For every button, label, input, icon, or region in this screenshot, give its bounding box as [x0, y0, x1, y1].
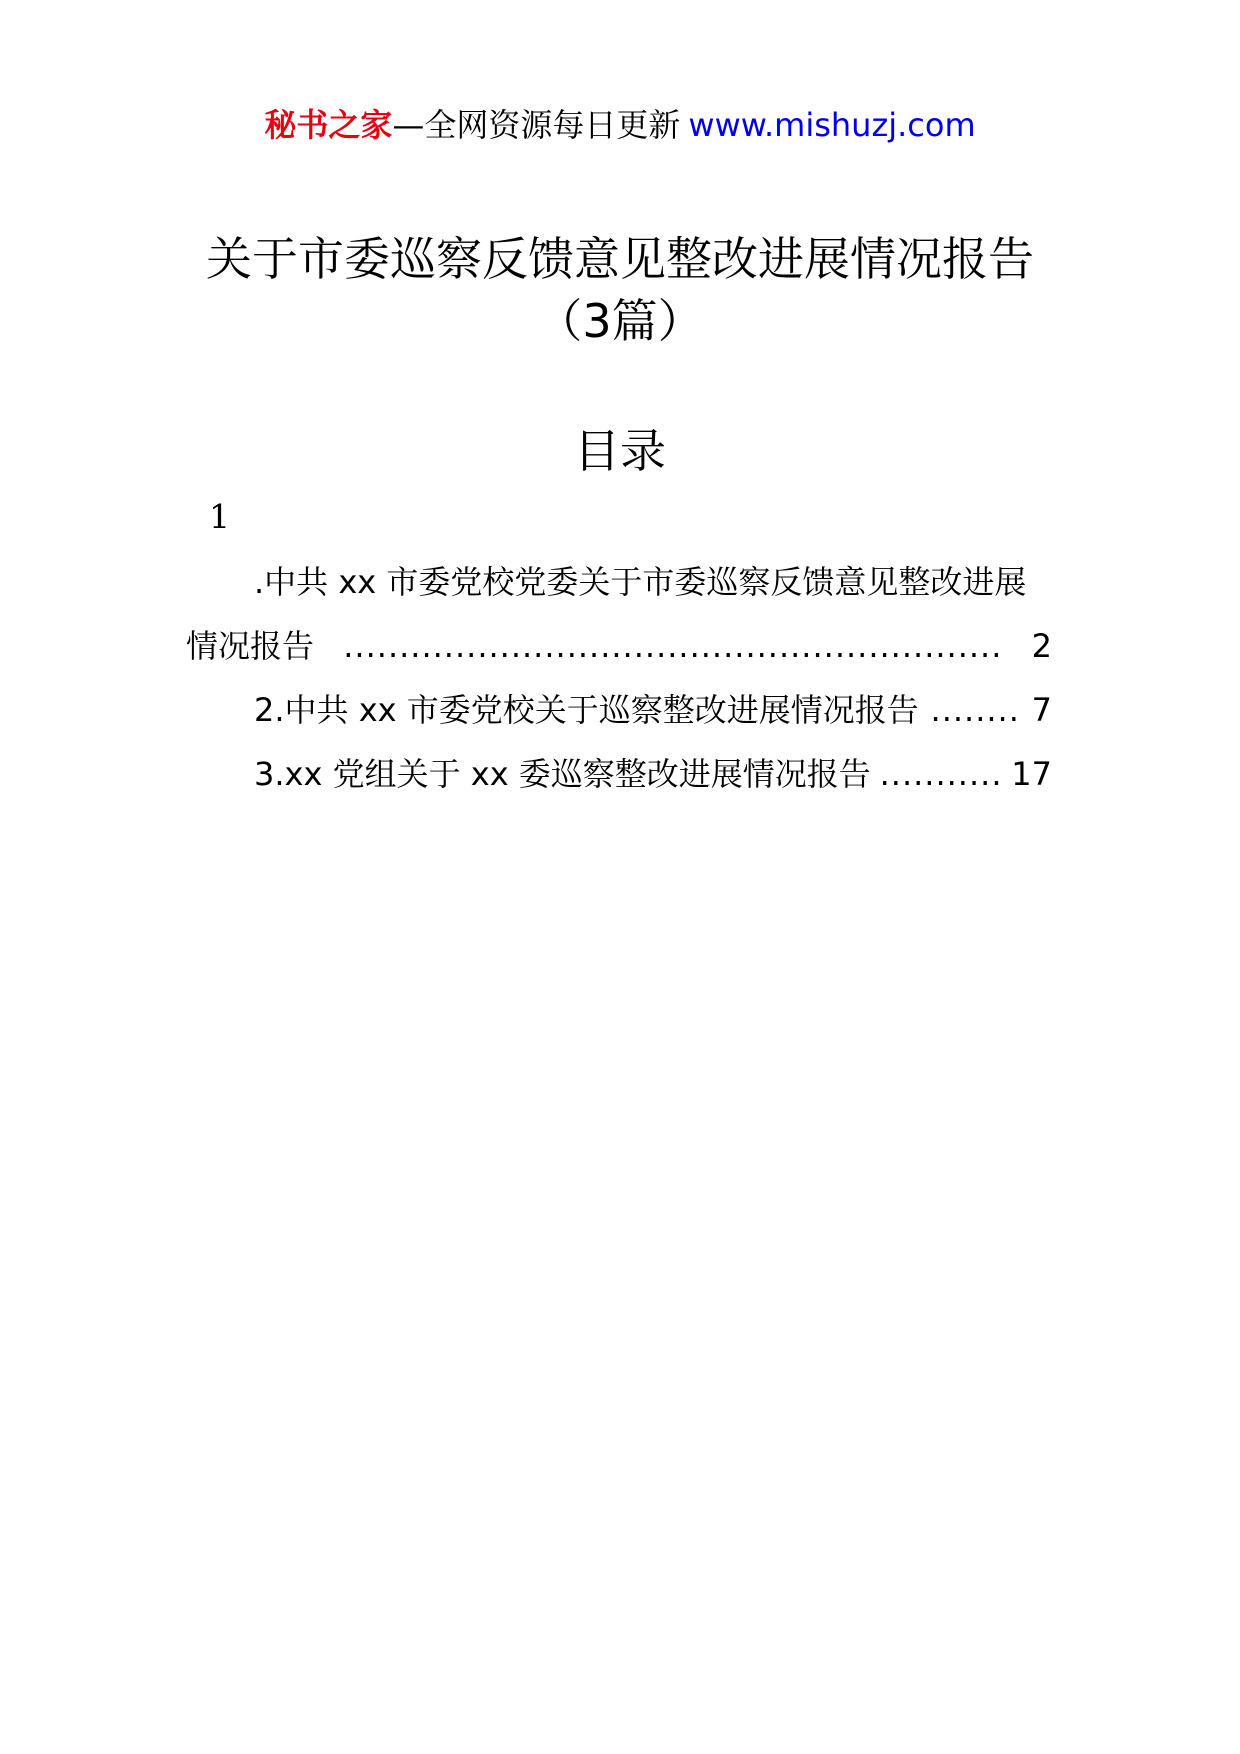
table-of-contents	[186, 550, 1052, 806]
toc-item-1[interactable]	[186, 614, 1052, 678]
toc-item-2-page: 7	[1031, 691, 1052, 729]
toc-item-1-text: 情况报告	[186, 627, 315, 665]
toc-heading: 目录	[574, 424, 666, 478]
toc-item-2-text: 2.中共 xx 市委党校关于巡察整改进展情况报告	[254, 691, 919, 729]
toc-item-1-first-line[interactable]: .中共 xx 市委党校党委关于市委巡察反馈意见整改进展	[254, 563, 1027, 601]
toc-item-3-leader: ...........	[879, 755, 1003, 793]
toc-item-3-text: 3.xx 党组关于 xx 委巡察整改进展情况报告	[254, 755, 871, 793]
toc-item-2-leader: ........	[930, 691, 1020, 729]
header-tagline: —全网资源每日更新	[392, 106, 681, 144]
site-url-link[interactable]: www.mishuzj.com	[688, 106, 976, 144]
brand-name: 秘书之家	[264, 106, 393, 144]
toc-item-3-page: 17	[1011, 755, 1052, 793]
toc-stray-number: 1	[209, 497, 230, 536]
document-title-line-1: 关于市委巡察反馈意见整改进展情况报告	[206, 232, 1034, 286]
toc-item-3[interactable]	[186, 742, 1052, 806]
document-title-line-2: （3篇）	[536, 294, 704, 348]
document-title	[0, 228, 1240, 352]
toc-item-2[interactable]	[186, 678, 1052, 742]
toc-item-1-leader: ...........................................................	[343, 627, 1003, 665]
site-header	[0, 98, 1240, 152]
toc-item-1-page: 2	[1031, 627, 1052, 665]
